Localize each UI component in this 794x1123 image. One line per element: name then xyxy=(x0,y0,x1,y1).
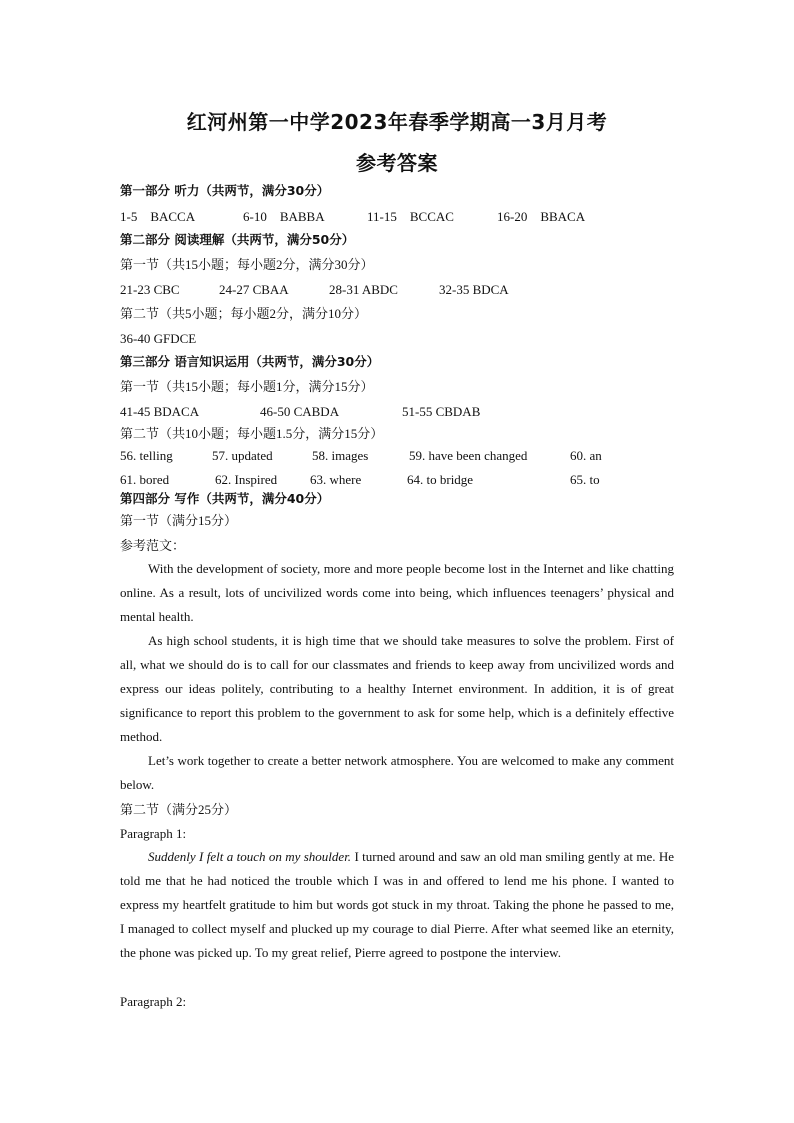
part2-section1-label: 第一节（共15小题；每小题2分，满分30分） xyxy=(120,257,374,272)
answer-group: 24-27 CBAA xyxy=(219,282,289,297)
paragraph1-label: Paragraph 1: xyxy=(120,826,187,841)
fill-answer: 65. to xyxy=(570,472,600,487)
answer-group: 51-55 CBDAB xyxy=(402,404,481,419)
essay-paragraph: Let’s work together to create a better network atmosphere. You are welcomed to make any comment below. xyxy=(120,753,674,792)
part3-heading: 第三部分 语言知识运用（共两节，满分30分） xyxy=(120,354,380,369)
answer-group: 28-31 ABDC xyxy=(329,282,398,297)
fill-answer: 60. an xyxy=(570,448,602,463)
essay-paragraph: With the development of society, more and more people become lost in the Internet and like chatting online. As a result, lots of uncivilized words come into being, which influences teenagers’ physical and mental health. xyxy=(120,561,674,624)
part2-heading: 第二部分 阅读理解（共两节，满分50分） xyxy=(120,232,355,247)
part4-heading: 第四部分 写作（共两节，满分40分） xyxy=(120,491,330,506)
paragraph1-text xyxy=(120,845,674,965)
part3-section1-label: 第一节（共15小题；每小题1分，满分15分） xyxy=(120,379,374,394)
paragraph2-label: Paragraph 2: xyxy=(120,994,187,1009)
answer-group: 1-5 BACCA xyxy=(120,209,196,224)
part4-section2-label: 第二节（满分25分） xyxy=(120,802,238,817)
fill-answer: 61. bored xyxy=(120,472,170,487)
page-title: 红河州第一中学2023年春季学期高一3月月考 xyxy=(186,110,608,134)
answer-group: 11-15 BCCAC xyxy=(367,209,454,224)
part3-section2-label: 第二节（共10小题；每小题1.5分，满分15分） xyxy=(120,426,384,441)
answer-group: 32-35 BDCA xyxy=(439,282,509,297)
page-subtitle: 参考答案 xyxy=(356,151,438,175)
fill-answer: 63. where xyxy=(310,472,362,487)
essay-paragraph: As high school students, it is high time that we should take measures to solve the problem. First of all, what we should do is to call for our classmates and friends to keep away from uncivilized words and express our ideas politely, contributing to a healthy Internet environment. In addition, it is of great significance to report this problem to the government to ask for some help, which is a definitely effective method. xyxy=(120,633,674,744)
fill-answer: 64. to bridge xyxy=(407,472,474,487)
part1-heading: 第一部分 听力（共两节，满分30分） xyxy=(120,183,330,198)
sample-essay-label: 参考范文： xyxy=(120,538,186,553)
fill-answer: 57. updated xyxy=(212,448,273,463)
part2-section2-label: 第二节（共5小题；每小题2分，满分10分） xyxy=(120,306,368,321)
answer-group: 6-10 BABBA xyxy=(243,209,325,224)
part4-section1-label: 第一节（满分15分） xyxy=(120,513,238,528)
fill-answer: 62. Inspired xyxy=(215,472,278,487)
paragraph1-body: I turned around and saw an old man smiling gently at me. He told me that he had noticed the trouble which I was in and offered to lend me his phone. I wanted to express my heartfelt gratitude to him but words got stuck in my throat. Taking the phone he passed to me, I managed to collect myself and plucked up my courage to dial Pierre. After what seemed like an eternity, the phone was picked up. To my great relief, Pierre agreed to postpone the interview. xyxy=(120,849,674,960)
answer-group: 36-40 GFDCE xyxy=(120,331,197,346)
fill-answer: 59. have been changed xyxy=(409,448,528,463)
answer-group: 16-20 BBACA xyxy=(497,209,586,224)
fill-answer: 56. telling xyxy=(120,448,173,463)
answer-group: 46-50 CABDA xyxy=(260,404,340,419)
paragraph1-opening: Suddenly I felt a touch on my shoulder. xyxy=(148,849,352,864)
answer-group: 41-45 BDACA xyxy=(120,404,200,419)
answer-group: 21-23 CBC xyxy=(120,282,180,297)
sample-essay xyxy=(120,557,674,797)
fill-answer: 58. images xyxy=(312,448,369,463)
